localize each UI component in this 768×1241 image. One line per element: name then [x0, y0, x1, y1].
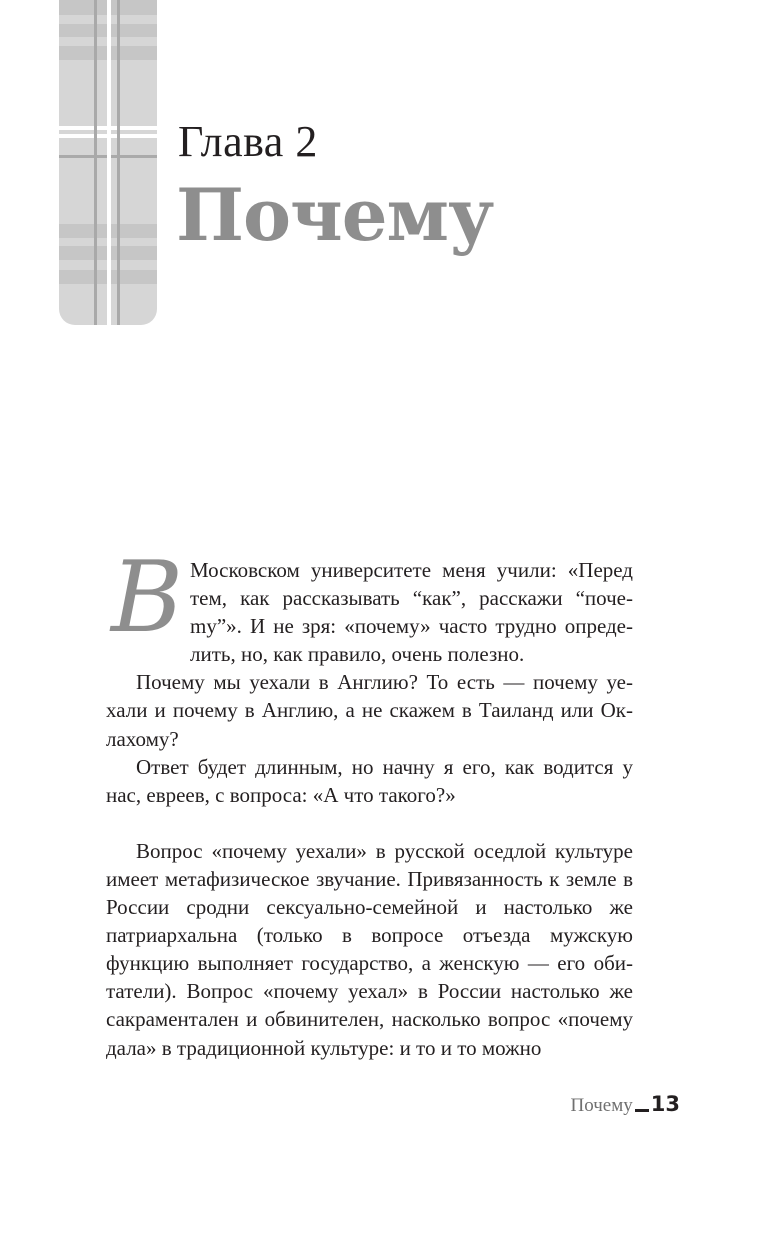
paragraph-2: Почему мы уехали в Англию? То есть — почему уехали и почему в Англию, а не скажем в Таиланд или Оклахому?: [106, 670, 633, 751]
plaid-vertical-white-line: [107, 0, 111, 325]
dropcap: В: [110, 541, 184, 655]
chapter-label: Глава 2: [178, 117, 318, 166]
paragraph-4: Вопрос «почему уехали» в русской оседлой культуре имеет метафизическое звучание. Привязанность к земле в России сродни сексуально-семейной и настолько же патриархальна (только в вопросе отъезда мужскую функцию выполняет государство, а женскую — его обитатели). Вопрос «почему уехал» в России настолько же сакраментален и обвинителен, насколько вопрос «почему дала» в традиционной культуре: и то и то можно: [106, 838, 633, 1060]
plaid-chapter-tab: [59, 0, 157, 325]
paragraph-3: Ответ будет длинным, но начну я его, как водится у нас, евреев, с вопроса: «А что такого?»: [106, 754, 633, 807]
page-footer: [571, 1092, 680, 1117]
running-head: Почему: [570, 1095, 633, 1116]
footer-underscore-divider: [635, 1109, 649, 1112]
plaid-vertical-dark-line: [94, 0, 97, 325]
chapter-title: Почему: [176, 172, 494, 257]
plaid-vertical-dark-line: [117, 0, 120, 325]
paragraph-1: [106, 541, 633, 668]
page-number: 13: [650, 1092, 680, 1116]
paragraph-1-text: Московском университете меня учили: «Перед тем, как рассказывать “как”, расскажи “почеmу”». И не зря: «почему» часто трудно определить, но, как правило, очень полезно.: [190, 558, 633, 667]
body-text: [106, 541, 633, 1062]
